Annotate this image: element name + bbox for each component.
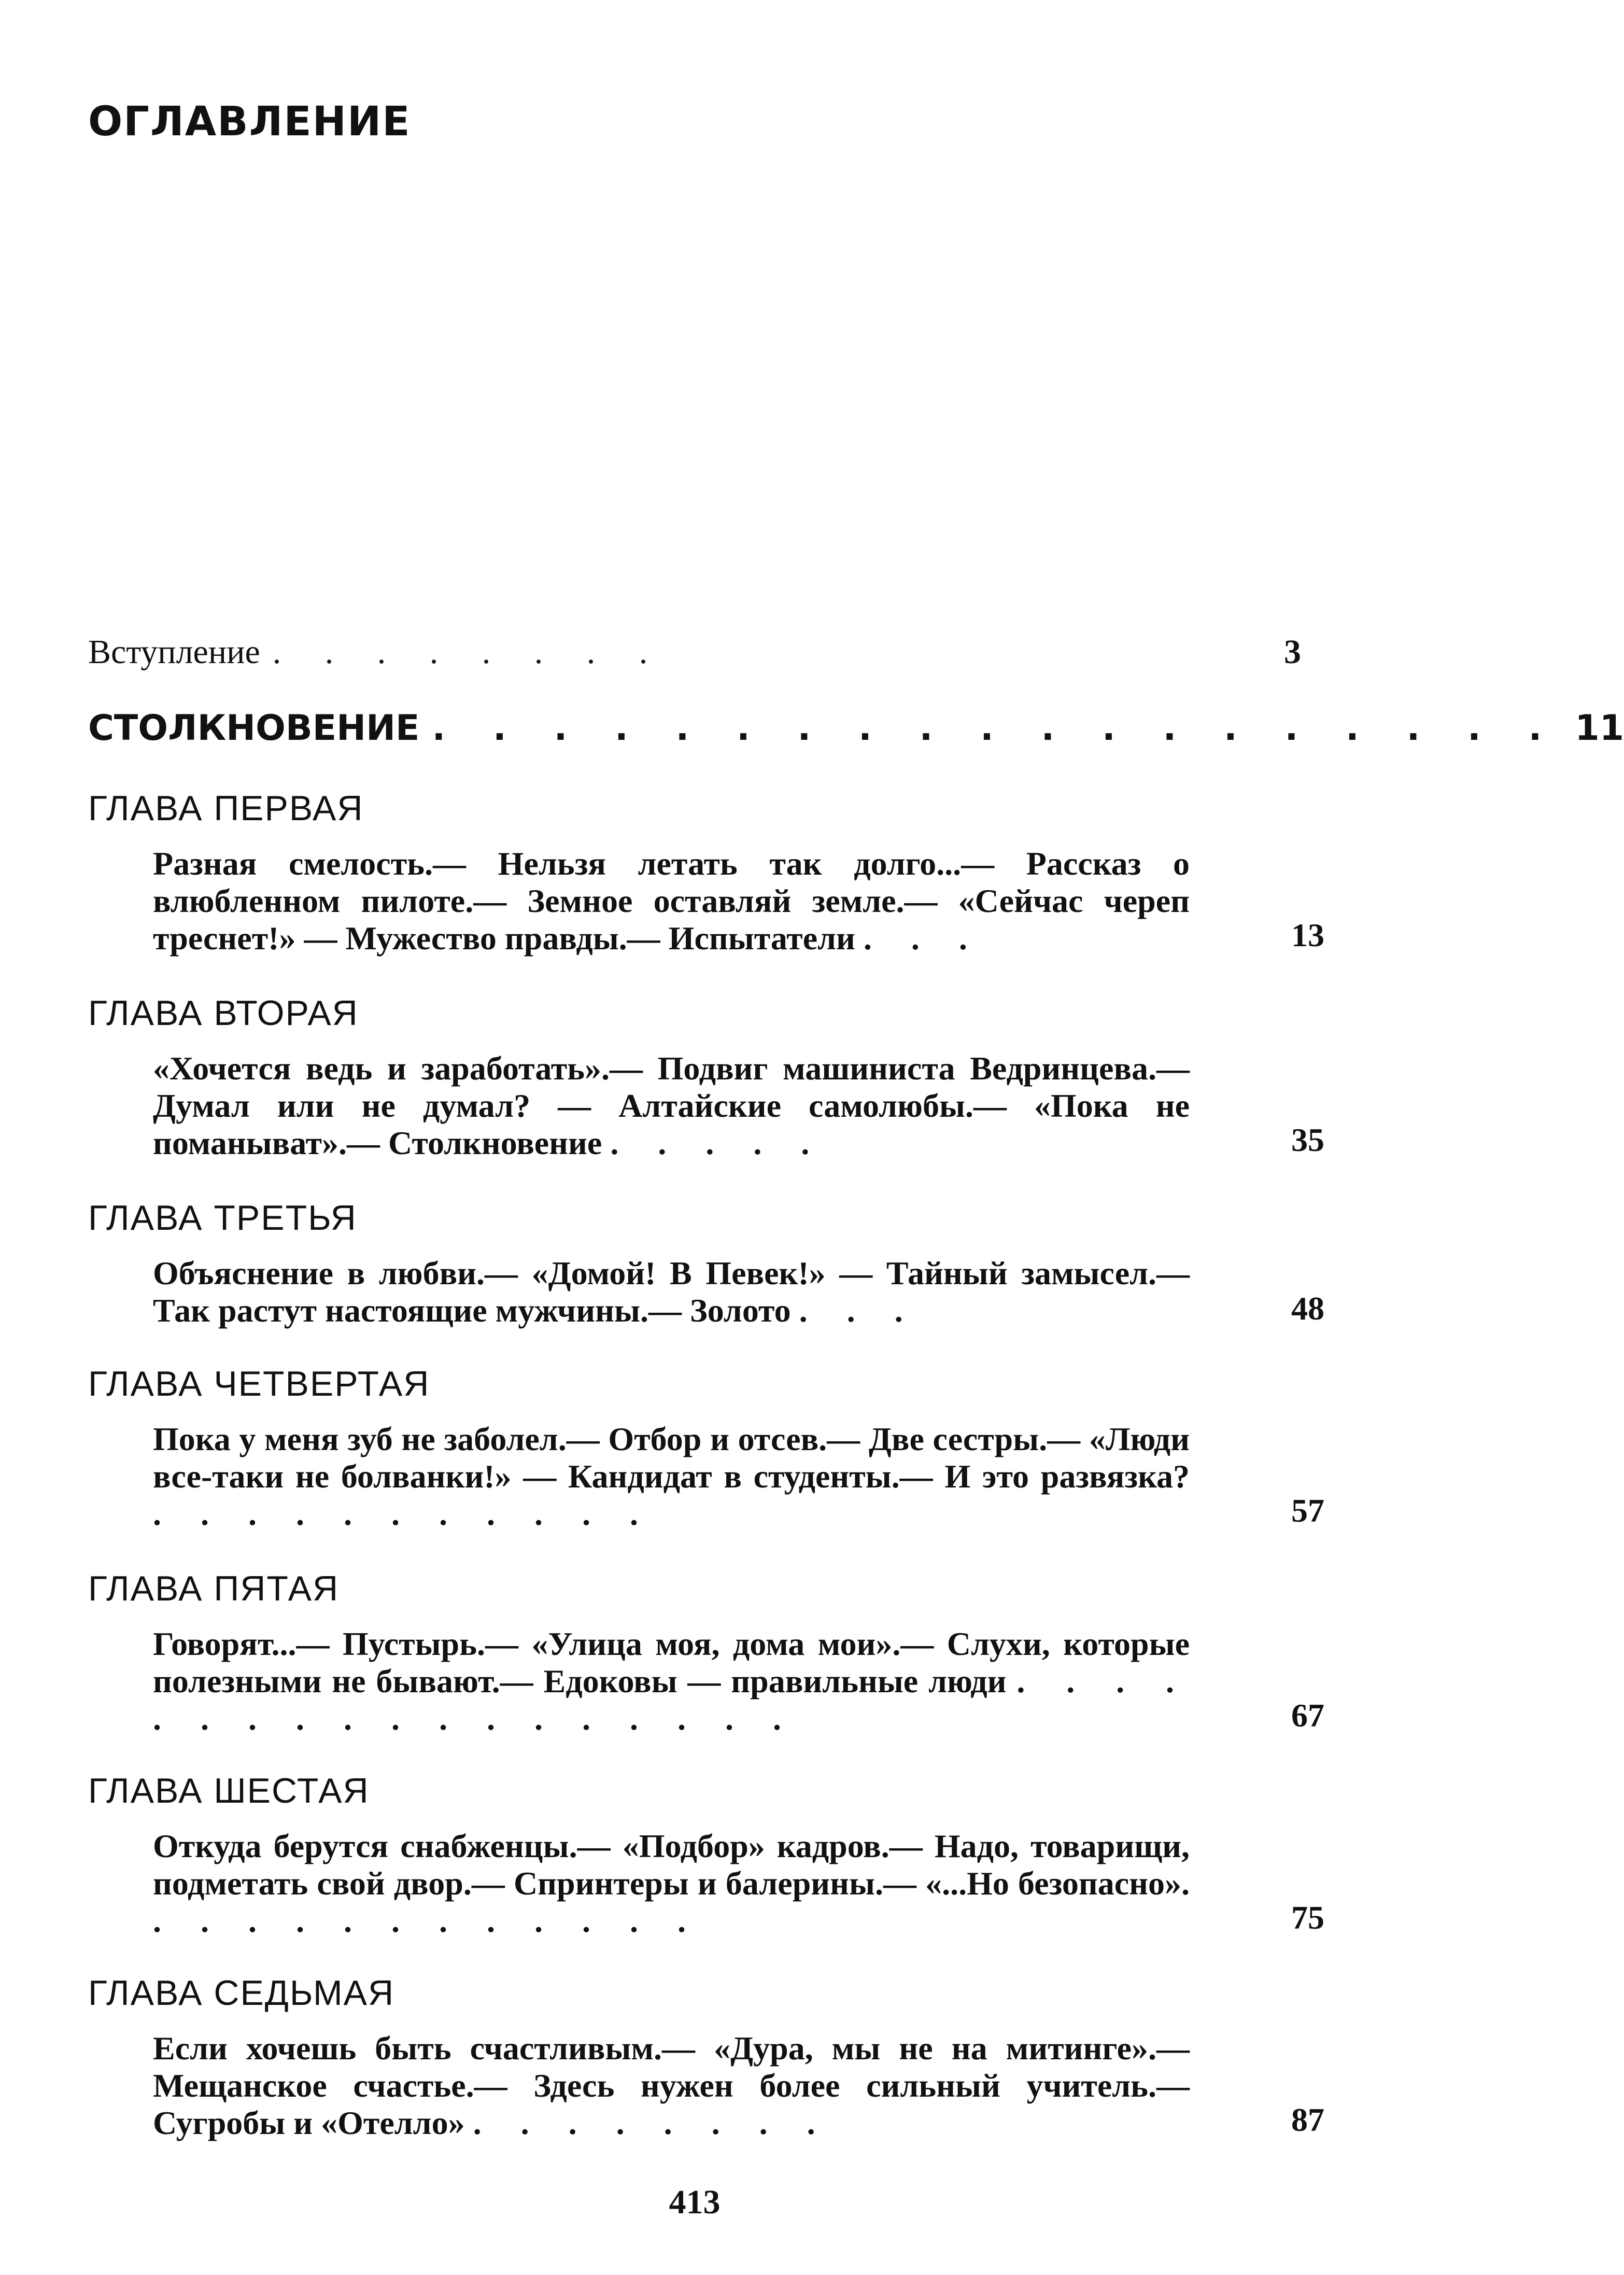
toc-entry-label: Вступление [88,633,260,671]
chapter-summary: Разная смелость.— Нельзя летать так долго...— Рассказ о влюбленном пилоте.— Земное оставляй земле.— «Сейчас череп треснет!» — Мужество правды.— Испытатели . . . [153,845,1190,957]
page-title: ОГЛАВЛЕНИЕ [88,99,411,145]
page-number: 35 [1291,1121,1324,1158]
dot-leader: . . . . . . . . [473,2104,831,2141]
toc-entry-chapter-3[interactable] [153,1255,1324,1332]
toc-entry-label: СТОЛКНОВЕНИЕ [88,708,420,749]
page-number: 48 [1291,1290,1324,1327]
toc-entry-chapter-5[interactable] [153,1625,1324,1739]
dot-leader: . . . [799,1292,919,1329]
toc-entry-chapter-2[interactable] [153,1050,1324,1164]
page-number: 11 [1575,708,1624,749]
toc-entry-chapter-7[interactable] [153,2030,1324,2144]
chapter-heading: ГЛАВА СЕДЬМАЯ [88,1973,395,2013]
dot-leader: . . . . . . . . . . . . . . . . . . [153,1663,1190,1737]
page-number: 57 [1291,1492,1324,1529]
toc-entry-part[interactable] [88,708,1624,749]
page-number: 3 [1284,633,1301,671]
chapter-summary: Пока у меня зуб не заболел.— Отбор и отсев.— Две сестры.— «Люди все-таки не болванки!» — Кандидат в студенты.— И это развязка? . . . . . . . . . . . [153,1421,1190,1532]
chapter-heading: ГЛАВА ЧЕТВЕРТАЯ [88,1364,430,1403]
dot-leader: . . . . . [610,1125,825,1161]
chapter-heading: ГЛАВА ШЕСТАЯ [88,1771,370,1810]
chapter-summary: Если хочешь быть счастливым.— «Дура, мы не на митинге».— Мещанское счастье.— Здесь нужен более сильный учитель.— Сугробы и «Отелло» . . . . . . . . [153,2030,1190,2141]
page-number: 67 [1291,1697,1324,1734]
page-number: 87 [1291,2101,1324,2138]
toc-entry-chapter-4[interactable] [153,1421,1324,1535]
chapter-heading: ГЛАВА ПЕРВАЯ [88,789,364,828]
dot-leader: . . . [863,920,983,957]
dot-leader: . . . . . . . . . . . . . . . . . . . [432,708,1560,749]
page-number: 13 [1291,917,1324,953]
page-number: 75 [1291,1899,1324,1936]
toc-entry-chapter-6[interactable] [153,1828,1324,1942]
dot-leader: . . . . . . . . . . . [153,1495,654,1532]
chapter-summary: Говорят...— Пустырь.— «Улица моя, дома мои».— Слухи, которые полезными не бывают.— Едоковы — правильные люди . . . . . . . . . . . . . . . . . . [153,1625,1190,1737]
chapter-summary: «Хочется ведь и заработать».— Подвиг машиниста Ведринцева.— Думал или не думал? — Алтайские самолюбы.— «Пока не поманыват».— Столкновение . . . . . [153,1050,1190,1161]
chapter-summary: Откуда берутся снабженцы.— «Подбор» кадров.— Надо, товарищи, подметать свой двор.— Спринтеры и балерины.— «...Но безопасно». . . . . . . . . . . . . [153,1828,1190,1939]
chapter-heading: ГЛАВА ТРЕТЬЯ [88,1198,357,1238]
chapter-heading: ГЛАВА ВТОРАЯ [88,993,359,1033]
toc-entry-chapter-1[interactable] [153,845,1324,959]
chapter-heading: ГЛАВА ПЯТАЯ [88,1569,340,1608]
chapter-summary: Объяснение в любви.— «Домой! В Певек!» — Тайный замысел.— Так растут настоящие мужчины.— Золото . . . [153,1255,1190,1329]
page-folio: 413 [669,2183,721,2221]
dot-leader: . . . . . . . . . . . . [153,1902,701,1939]
toc-entry-intro[interactable] [88,633,1301,672]
dot-leader: . . . . . . . . [272,633,666,671]
